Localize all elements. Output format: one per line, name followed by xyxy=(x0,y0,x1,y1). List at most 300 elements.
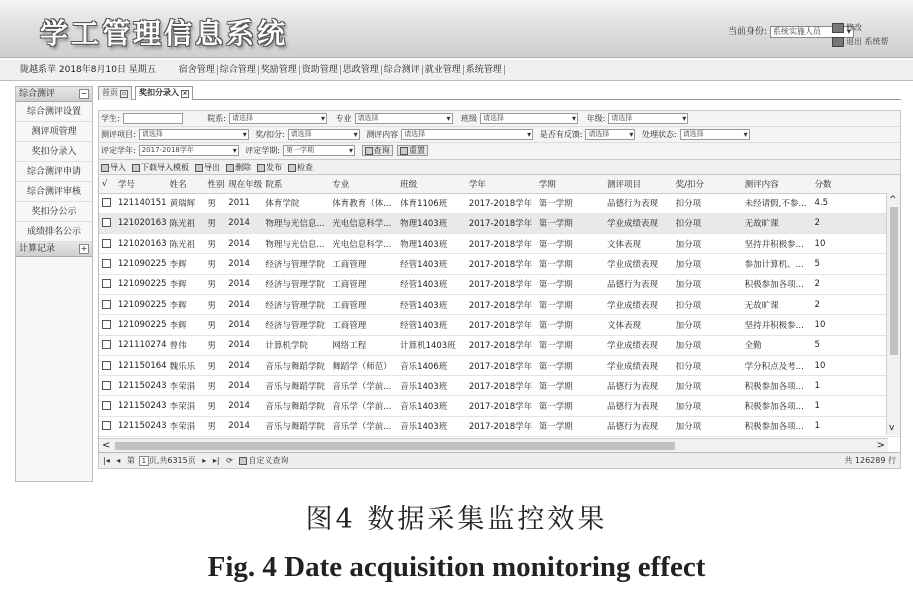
column-header[interactable]: 奖/扣分 xyxy=(673,175,742,193)
table-cell: 魏乐乐 xyxy=(167,355,205,375)
table-cell: 第一学期 xyxy=(536,416,604,436)
collapse-icon[interactable]: − xyxy=(80,89,88,98)
delete-icon xyxy=(226,164,234,172)
column-header[interactable]: 现在年级 xyxy=(225,175,262,193)
college-select[interactable]: 请选择 ▾ xyxy=(229,113,327,124)
row-select-cell xyxy=(99,355,115,375)
change-password-link[interactable]: 修改 xyxy=(832,22,889,33)
table-cell: 2014 xyxy=(225,274,262,294)
table-cell: 加分项 xyxy=(673,396,742,416)
table-cell: 2017-2018学年 xyxy=(466,193,536,213)
scroll-down-icon[interactable]: v xyxy=(889,423,895,433)
table-cell: 男 xyxy=(204,193,225,213)
tab-home[interactable]: 首页 ▫ xyxy=(98,86,132,100)
row-select-cell xyxy=(99,254,115,274)
table-cell: 10 xyxy=(812,234,900,254)
table-cell: 121090225 xyxy=(115,294,167,314)
scroll-up-icon[interactable]: ^ xyxy=(889,195,897,205)
toolbar-button[interactable]: 下载导入模板 xyxy=(132,160,189,175)
table-cell: 无故旷课 xyxy=(742,213,812,233)
table-cell: 经管1403班 xyxy=(397,274,466,294)
row-checkbox[interactable] xyxy=(102,421,111,430)
table-cell: 2017-2018学年 xyxy=(466,355,536,375)
table-cell: 2017-2018学年 xyxy=(466,294,536,314)
table-cell: 121140151 xyxy=(115,193,167,213)
page-input[interactable]: 1 xyxy=(139,456,149,466)
filter-row-1: 学生: 院系: 请选择 ▾ 专业 请选择 ▾ 班级 请选择 ▾ 年级: 请选择 ▾ xyxy=(99,111,900,127)
tab-icon: ▫ xyxy=(121,90,127,97)
column-header[interactable]: 学期 xyxy=(536,175,604,193)
table-cell: 音乐与舞蹈学院 xyxy=(262,396,329,416)
table-cell: 第一学期 xyxy=(536,376,604,396)
item-select[interactable]: 请选择 ▾ xyxy=(139,129,249,140)
main-panel xyxy=(98,86,901,482)
table-cell: 第一学期 xyxy=(536,294,604,314)
row-checkbox[interactable] xyxy=(102,239,111,248)
table-cell: 加分项 xyxy=(673,416,742,436)
toolbar-button[interactable]: 检查 xyxy=(288,160,313,175)
table-cell: 无故旷课 xyxy=(742,294,812,314)
table-row[interactable] xyxy=(99,274,900,294)
table-cell: 2017-2018学年 xyxy=(466,396,536,416)
table-cell: 2014 xyxy=(225,376,262,396)
table-cell: 李荣涓 xyxy=(167,396,205,416)
row-checkbox[interactable] xyxy=(102,279,111,288)
column-header[interactable]: 性别 xyxy=(204,175,225,193)
table-cell: 1 xyxy=(812,416,900,436)
next-page-icon[interactable]: ▸ xyxy=(202,456,207,465)
sidebar-item[interactable]: 综合测评设置 xyxy=(16,102,92,122)
data-grid xyxy=(98,175,901,453)
table-cell: 扣分项 xyxy=(673,193,742,213)
table-cell: 积极参加各项... xyxy=(742,376,812,396)
table-cell: 2 xyxy=(812,294,900,314)
row-checkbox[interactable] xyxy=(102,401,111,410)
column-header[interactable]: 学年 xyxy=(466,175,536,193)
sidebar xyxy=(15,86,93,482)
table-cell: 经济与管理学院 xyxy=(262,274,329,294)
filter-row-2: 测评项目: 请选择 ▾ 奖/扣分: 请选择 ▾ 测评内容 请选择 ▾ 是否有反馈: 请选择 ▾ 处理状态: 请选择 ▾ xyxy=(99,127,900,143)
table-cell: 体育学院 xyxy=(262,193,329,213)
row-checkbox[interactable] xyxy=(102,381,111,390)
top-nav xyxy=(0,60,913,81)
table-cell: 男 xyxy=(204,396,225,416)
reset-button[interactable]: 重置 xyxy=(397,145,428,156)
date-breadcrumb: 陇越系苹 2018年8月10日 星期五 xyxy=(20,65,156,75)
table-cell: 2014 xyxy=(225,355,262,375)
table-cell: 文体表现 xyxy=(604,234,673,254)
table-cell: 学业成绩表现 xyxy=(604,335,673,355)
table-cell: 李辉 xyxy=(167,315,205,335)
table-cell: 工商管理 xyxy=(329,274,397,294)
table-cell: 音乐学（学前... xyxy=(329,396,397,416)
expand-icon[interactable]: + xyxy=(80,244,88,253)
table-cell: 第一学期 xyxy=(536,315,604,335)
action-toolbar xyxy=(98,160,901,175)
table-cell: 2014 xyxy=(225,315,262,335)
table-cell: 2 xyxy=(812,213,900,233)
table-cell: 学业成绩表现 xyxy=(604,213,673,233)
table-cell: 音乐学（学前... xyxy=(329,376,397,396)
type-select[interactable]: 请选择 ▾ xyxy=(288,129,360,140)
table-cell: 2014 xyxy=(225,416,262,436)
menu-item[interactable]: 宿舍管理 xyxy=(177,65,218,75)
close-icon[interactable]: × xyxy=(182,90,188,97)
custom-query-link[interactable]: 自定义查询 xyxy=(239,453,288,469)
table-cell: 学分积点及考... xyxy=(742,355,812,375)
table-cell: 第一学期 xyxy=(536,274,604,294)
sidebar-item[interactable]: 综合测评审核 xyxy=(16,182,92,202)
table-cell: 121090225 xyxy=(115,254,167,274)
table-cell: 黄瑞辉 xyxy=(167,193,205,213)
feedback-select[interactable]: 请选择 ▾ xyxy=(585,129,635,140)
row-checkbox[interactable] xyxy=(102,361,111,370)
table-cell: 121090225 xyxy=(115,315,167,335)
table-cell: 第一学期 xyxy=(536,355,604,375)
check-icon xyxy=(288,164,296,172)
scroll-right-icon[interactable]: > xyxy=(876,440,885,451)
table-cell: 2017-2018学年 xyxy=(466,274,536,294)
table-cell: 李辉 xyxy=(167,294,205,314)
table-cell: 男 xyxy=(204,315,225,335)
table-cell: 物理1403班 xyxy=(397,213,466,233)
table-row[interactable] xyxy=(99,355,900,375)
table-cell: 计算机1403班 xyxy=(397,335,466,355)
table-cell: 曾伟 xyxy=(167,335,205,355)
app-header xyxy=(0,0,913,58)
table-cell: 2014 xyxy=(225,294,262,314)
table-cell: 5 xyxy=(812,335,900,355)
row-select-cell xyxy=(99,376,115,396)
table-cell: 音乐与舞蹈学院 xyxy=(262,355,329,375)
table-cell: 121110274 xyxy=(115,335,167,355)
table-cell: 第一学期 xyxy=(536,335,604,355)
student-input[interactable] xyxy=(123,113,183,124)
figure-caption-en: Fig. 4 Date acquisition monitoring effect xyxy=(207,551,706,583)
table-cell: 2017-2018学年 xyxy=(466,234,536,254)
scroll-left-icon[interactable]: < xyxy=(102,440,111,451)
row-checkbox[interactable] xyxy=(102,218,111,227)
hscroll-thumb[interactable] xyxy=(115,442,675,450)
exit-icon xyxy=(832,37,844,47)
table-cell: 音乐与舞蹈学院 xyxy=(262,376,329,396)
table-cell: 物理1403班 xyxy=(397,234,466,254)
menu-item[interactable]: 综合管理 xyxy=(218,65,259,75)
table-cell: 积极参加各项... xyxy=(742,416,812,436)
table-cell: 经济与管理学院 xyxy=(262,315,329,335)
row-select-cell xyxy=(99,315,115,335)
table-header xyxy=(99,175,900,193)
table-cell: 男 xyxy=(204,335,225,355)
table-cell: 加分项 xyxy=(673,335,742,355)
table-cell: 李荣涓 xyxy=(167,376,205,396)
row-checkbox[interactable] xyxy=(102,259,111,268)
filter-row-3: 评定学年: 2017-2018学年 ▾ 评定学期: 第一学期 ▾ 查询 重置 xyxy=(99,143,900,159)
settings-icon xyxy=(832,23,844,33)
row-select-cell xyxy=(99,396,115,416)
scroll-thumb[interactable] xyxy=(890,207,898,355)
sidebar-item[interactable]: 成绩排名公示 xyxy=(16,222,92,242)
table-cell: 第一学期 xyxy=(536,234,604,254)
row-checkbox[interactable] xyxy=(102,320,111,329)
menu-item[interactable]: 就业管理 xyxy=(423,65,464,75)
column-header[interactable]: 测评内容 xyxy=(742,175,812,193)
table-cell: 10 xyxy=(812,355,900,375)
table-cell: 121150243 xyxy=(115,416,167,436)
menu-item[interactable]: 资助管理 xyxy=(300,65,341,75)
toolbar-button[interactable]: 发布 xyxy=(257,160,282,175)
table-cell: 品德行为表现 xyxy=(604,416,673,436)
table-row[interactable] xyxy=(99,315,900,335)
last-page-icon[interactable]: ▸| xyxy=(212,456,220,465)
table-cell: 计算机学院 xyxy=(262,335,329,355)
total-count: 共 126289 行 xyxy=(844,456,896,465)
row-checkbox[interactable] xyxy=(102,300,111,309)
role-label: 当前身份: xyxy=(728,27,768,37)
table-cell: 2017-2018学年 xyxy=(466,315,536,335)
table-cell: 参加计算机、... xyxy=(742,254,812,274)
horizontal-scrollbar[interactable] xyxy=(99,438,888,452)
reset-icon xyxy=(400,147,408,155)
table-cell: 李荣涓 xyxy=(167,416,205,436)
table-cell: 2017-2018学年 xyxy=(466,213,536,233)
table-cell: 男 xyxy=(204,274,225,294)
table-cell: 加分项 xyxy=(673,254,742,274)
table-cell: 121150243 xyxy=(115,376,167,396)
table-cell: 舞蹈学（师范） xyxy=(329,355,397,375)
table-cell: 工商管理 xyxy=(329,294,397,314)
table-cell: 4.5 xyxy=(812,193,900,213)
table-cell: 音乐与舞蹈学院 xyxy=(262,416,329,436)
table-cell: 男 xyxy=(204,294,225,314)
table-cell: 光电信息科学... xyxy=(329,234,397,254)
grade-select[interactable]: 请选择 ▾ xyxy=(608,113,688,124)
table-cell: 音乐1403班 xyxy=(397,376,466,396)
menu-item[interactable]: 综合测评 xyxy=(382,65,423,75)
table-cell: 坚持并积极参... xyxy=(742,315,812,335)
table-cell: 坚持并积极参... xyxy=(742,234,812,254)
table-cell: 1 xyxy=(812,376,900,396)
header-tools xyxy=(832,22,889,47)
table-cell: 品德行为表现 xyxy=(604,396,673,416)
column-header[interactable]: 测评项目 xyxy=(604,175,673,193)
table-row[interactable] xyxy=(99,213,900,233)
table-cell: 学业成绩表现 xyxy=(604,294,673,314)
table-cell: 2014 xyxy=(225,213,262,233)
row-select-cell xyxy=(99,213,115,233)
row-select-cell xyxy=(99,335,115,355)
table-cell: 121150164 xyxy=(115,355,167,375)
table-cell: 加分项 xyxy=(673,274,742,294)
content-select[interactable]: 请选择 ▾ xyxy=(401,129,533,140)
filter-panel xyxy=(98,110,901,160)
table-cell: 男 xyxy=(204,376,225,396)
table-cell: 工商管理 xyxy=(329,315,397,335)
table-cell: 音乐1406班 xyxy=(397,355,466,375)
data-table xyxy=(99,175,900,437)
table-cell: 经管1403班 xyxy=(397,315,466,335)
column-header[interactable]: 院系 xyxy=(262,175,329,193)
figure-caption-cn: 图4 数据采集监控效果 xyxy=(305,504,608,535)
table-cell: 2017-2018学年 xyxy=(466,254,536,274)
pagination-bar: |◂ ◂ 第 1 页,共6315页 ▸ ▸| ⟳ 自定义查询 共 126289 行 xyxy=(98,453,901,469)
major-select[interactable]: 请选择 ▾ xyxy=(355,113,453,124)
row-select-cell xyxy=(99,294,115,314)
column-header[interactable]: 姓名 xyxy=(167,175,205,193)
table-row[interactable] xyxy=(99,254,900,274)
menu-item[interactable]: 系统管理 xyxy=(464,65,505,75)
table-cell: 扣分项 xyxy=(673,294,742,314)
column-header[interactable]: 班级 xyxy=(397,175,466,193)
menu-item[interactable]: 思政管理 xyxy=(341,65,382,75)
class-select[interactable]: 请选择 ▾ xyxy=(480,113,578,124)
table-row[interactable] xyxy=(99,376,900,396)
table-cell: 2014 xyxy=(225,335,262,355)
row-select-cell xyxy=(99,193,115,213)
table-cell: 李辉 xyxy=(167,254,205,274)
table-body xyxy=(99,193,900,437)
export-icon xyxy=(195,164,203,172)
menu-item[interactable]: 奖励管理 xyxy=(259,65,300,75)
table-cell: 积极参加各项... xyxy=(742,274,812,294)
table-cell: 扣分项 xyxy=(673,213,742,233)
table-cell: 2011 xyxy=(225,193,262,213)
table-row[interactable] xyxy=(99,193,900,213)
row-select-cell xyxy=(99,416,115,436)
table-cell: 121150243 xyxy=(115,396,167,416)
table-cell: 男 xyxy=(204,355,225,375)
table-cell: 121090225 xyxy=(115,274,167,294)
table-cell: 第一学期 xyxy=(536,396,604,416)
table-cell: 品德行为表现 xyxy=(604,274,673,294)
column-header[interactable]: 专业 xyxy=(329,175,397,193)
first-page-icon[interactable]: |◂ xyxy=(103,456,110,465)
table-cell: 体育1106班 xyxy=(397,193,466,213)
table-cell: 李辉 xyxy=(167,274,205,294)
table-cell: 体育教育（体... xyxy=(329,193,397,213)
table-cell: 物理与光信息... xyxy=(262,234,329,254)
tab-score-entry[interactable]: 奖扣分录入 × xyxy=(135,86,193,100)
table-cell: 经济与管理学院 xyxy=(262,254,329,274)
table-row[interactable] xyxy=(99,294,900,314)
table-cell: 光电信息科学... xyxy=(329,213,397,233)
column-header[interactable]: 学号 xyxy=(115,175,167,193)
toolbar-button[interactable]: 导出 xyxy=(195,160,220,175)
row-select-cell xyxy=(99,274,115,294)
table-cell: 2 xyxy=(812,274,900,294)
table-cell: 全勤 xyxy=(742,335,812,355)
row-checkbox[interactable] xyxy=(102,198,111,207)
table-cell: 未经请假,不参... xyxy=(742,193,812,213)
table-row[interactable] xyxy=(99,234,900,254)
table-cell: 品德行为表现 xyxy=(604,376,673,396)
table-cell: 文体表现 xyxy=(604,315,673,335)
column-header[interactable]: √ xyxy=(99,175,115,193)
table-cell: 学业成绩表现 xyxy=(604,254,673,274)
table-cell: 积极参加各项... xyxy=(742,396,812,416)
table-cell: 121020163 xyxy=(115,234,167,254)
table-cell: 工商管理 xyxy=(329,254,397,274)
table-cell: 物理与光信息... xyxy=(262,213,329,233)
table-cell: 经管1403班 xyxy=(397,294,466,314)
table-cell: 品德行为表现 xyxy=(604,193,673,213)
query-button[interactable]: 查询 xyxy=(362,145,393,156)
row-checkbox[interactable] xyxy=(102,340,111,349)
table-cell: 陈光祖 xyxy=(167,234,205,254)
table-cell: 121020163 xyxy=(115,213,167,233)
table-cell: 扣分项 xyxy=(673,355,742,375)
table-cell: 经管1403班 xyxy=(397,254,466,274)
sidebar-section-header-2[interactable]: 计算记录 + xyxy=(16,242,92,257)
year-select[interactable]: 2017-2018学年 ▾ xyxy=(139,145,239,156)
table-cell: 2014 xyxy=(225,396,262,416)
table-cell: 加分项 xyxy=(673,315,742,335)
table-cell: 1 xyxy=(812,396,900,416)
tab-bar xyxy=(98,86,901,100)
query-icon xyxy=(239,457,247,465)
table-cell: 陈光祖 xyxy=(167,213,205,233)
term-select[interactable]: 第一学期 ▾ xyxy=(283,145,355,156)
download-icon xyxy=(132,164,140,172)
table-row[interactable] xyxy=(99,396,900,416)
sidebar-item[interactable]: 奖扣分录入 xyxy=(16,142,92,162)
sidebar-item[interactable]: 综合测评申请 xyxy=(16,162,92,182)
role-value: 系统实施人员 xyxy=(772,26,821,36)
table-cell: 10 xyxy=(812,315,900,335)
table-cell: 音乐1403班 xyxy=(397,396,466,416)
table-cell: 2014 xyxy=(225,254,262,274)
logout-link[interactable]: 退出 系统帮 xyxy=(832,36,889,47)
table-cell: 网络工程 xyxy=(329,335,397,355)
table-cell: 学业成绩表现 xyxy=(604,355,673,375)
table-row[interactable] xyxy=(99,416,900,436)
publish-icon xyxy=(257,164,265,172)
table-cell: 第一学期 xyxy=(536,193,604,213)
table-cell: 男 xyxy=(204,254,225,274)
table-cell: 音乐学（学前... xyxy=(329,416,397,436)
vertical-scrollbar[interactable] xyxy=(886,193,900,435)
table-cell: 音乐1403班 xyxy=(397,416,466,436)
column-header[interactable]: 分数 xyxy=(812,175,900,193)
table-cell: 2017-2018学年 xyxy=(466,416,536,436)
import-icon xyxy=(101,164,109,172)
table-cell: 男 xyxy=(204,213,225,233)
table-row[interactable] xyxy=(99,335,900,355)
table-cell: 加分项 xyxy=(673,376,742,396)
table-cell: 2017-2018学年 xyxy=(466,376,536,396)
sidebar-items xyxy=(16,102,92,242)
toolbar-button[interactable]: 导入 xyxy=(101,160,126,175)
table-cell: 加分项 xyxy=(673,234,742,254)
sidebar-item[interactable]: 测评项管理 xyxy=(16,122,92,142)
table-cell: 男 xyxy=(204,416,225,436)
sidebar-section-header[interactable]: 综合测评 − xyxy=(16,87,92,102)
toolbar-button[interactable]: 删除 xyxy=(226,160,251,175)
prev-page-icon[interactable]: ◂ xyxy=(116,456,121,465)
search-icon xyxy=(365,147,373,155)
app-title: 学工管理信息系统 xyxy=(40,17,289,50)
main-menu xyxy=(177,65,505,75)
refresh-icon[interactable]: ⟳ xyxy=(226,456,233,465)
table-cell: 第一学期 xyxy=(536,213,604,233)
table-cell: 经济与管理学院 xyxy=(262,294,329,314)
row-select-cell xyxy=(99,234,115,254)
status-select[interactable]: 请选择 ▾ xyxy=(680,129,750,140)
table-cell: 5 xyxy=(812,254,900,274)
table-cell: 2014 xyxy=(225,234,262,254)
sidebar-item[interactable]: 奖扣分公示 xyxy=(16,202,92,222)
table-cell: 2017-2018学年 xyxy=(466,335,536,355)
